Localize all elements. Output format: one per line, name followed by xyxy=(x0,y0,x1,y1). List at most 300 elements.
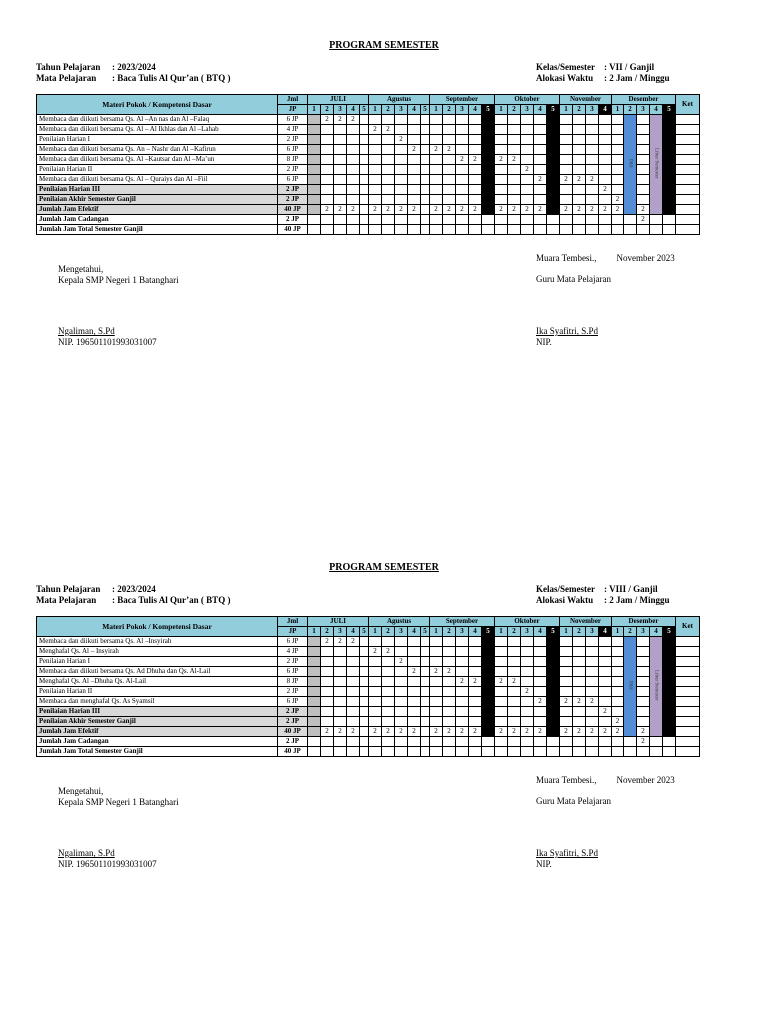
week-number: 3 xyxy=(395,627,408,637)
empty-cell xyxy=(321,125,334,135)
jp-value-cell: 2 xyxy=(382,647,395,657)
empty-cell xyxy=(347,697,360,707)
week-number: 3 xyxy=(586,627,599,637)
empty-cell xyxy=(599,195,612,205)
week-number: 1 xyxy=(495,105,508,115)
week-number: 1 xyxy=(308,627,321,637)
empty-cell xyxy=(586,687,599,697)
table-row xyxy=(37,657,700,667)
jp-value-cell: 2 xyxy=(408,145,421,155)
empty-cell xyxy=(382,135,395,145)
empty-cell xyxy=(308,667,321,677)
jp-value-cell: 2 xyxy=(334,115,347,125)
empty-cell xyxy=(508,687,521,697)
week-number: 5 xyxy=(482,627,495,637)
empty-cell xyxy=(521,637,534,647)
empty-cell xyxy=(599,637,612,647)
materi-cell: Menghafal Qs. Al – Insyirah xyxy=(37,647,278,657)
empty-cell xyxy=(637,115,650,125)
empty-cell xyxy=(495,165,508,175)
empty-cell xyxy=(456,225,469,235)
week-number: 5 xyxy=(421,105,430,115)
empty-cell xyxy=(469,195,482,205)
empty-cell xyxy=(334,657,347,667)
empty-cell xyxy=(308,165,321,175)
jp-value-cell: 2 xyxy=(369,125,382,135)
empty-cell xyxy=(382,225,395,235)
empty-cell xyxy=(360,155,369,165)
empty-cell xyxy=(360,215,369,225)
materi-cell: Menghafal Qs. Al –Dhuha Qs. Al-Lail xyxy=(37,677,278,687)
doc-title: PROGRAM SEMESTER xyxy=(329,40,439,51)
empty-cell xyxy=(637,135,650,145)
empty-cell xyxy=(395,747,408,757)
empty-cell xyxy=(421,135,430,145)
table-row xyxy=(37,205,700,215)
empty-cell xyxy=(663,637,676,647)
empty-cell xyxy=(534,677,547,687)
week-number: 2 xyxy=(382,627,395,637)
kepala-title: Kepala SMP Negeri 1 Batanghari xyxy=(58,275,179,285)
week-number: 1 xyxy=(308,105,321,115)
empty-cell xyxy=(369,637,382,647)
empty-cell xyxy=(482,657,495,667)
empty-cell xyxy=(360,115,369,125)
empty-cell xyxy=(612,647,624,657)
empty-cell xyxy=(469,225,482,235)
empty-cell xyxy=(430,175,443,185)
empty-cell xyxy=(382,115,395,125)
empty-cell xyxy=(547,667,560,677)
empty-cell xyxy=(560,135,573,145)
empty-cell xyxy=(421,215,430,225)
empty-cell xyxy=(469,175,482,185)
empty-cell xyxy=(334,647,347,657)
alokasi-value: : 2 Jam / Minggu xyxy=(604,595,670,605)
table-row xyxy=(37,115,700,125)
empty-cell xyxy=(308,135,321,145)
empty-cell xyxy=(469,717,482,727)
empty-cell xyxy=(421,637,430,647)
week-number: 1 xyxy=(369,105,382,115)
week-number: 5 xyxy=(547,105,560,115)
empty-cell xyxy=(573,215,586,225)
empty-cell xyxy=(430,637,443,647)
header-month: September xyxy=(430,617,495,627)
empty-cell xyxy=(395,737,408,747)
empty-cell xyxy=(456,215,469,225)
guru-name: Ika Syafitri, S.Pd xyxy=(536,326,598,336)
week-number: 3 xyxy=(637,105,650,115)
week-number: 1 xyxy=(430,627,443,637)
empty-cell xyxy=(360,195,369,205)
empty-cell xyxy=(547,175,560,185)
empty-cell xyxy=(321,667,334,677)
empty-cell xyxy=(430,115,443,125)
jp-cell: 2 JP xyxy=(278,687,308,697)
empty-cell xyxy=(508,647,521,657)
empty-cell xyxy=(663,687,676,697)
empty-cell xyxy=(586,215,599,225)
week-number: 2 xyxy=(443,627,456,637)
table-row xyxy=(37,125,700,135)
empty-cell xyxy=(334,707,347,717)
jp-cell: 2 JP xyxy=(278,657,308,667)
empty-cell xyxy=(612,185,624,195)
empty-cell xyxy=(369,165,382,175)
empty-cell xyxy=(495,697,508,707)
empty-cell xyxy=(612,637,624,647)
table-row xyxy=(37,637,700,647)
empty-cell xyxy=(430,125,443,135)
empty-cell xyxy=(560,165,573,175)
empty-cell xyxy=(637,717,650,727)
empty-cell xyxy=(369,195,382,205)
empty-cell xyxy=(482,195,495,205)
jp-cell: 2 JP xyxy=(278,717,308,727)
empty-cell xyxy=(321,145,334,155)
empty-cell xyxy=(395,195,408,205)
empty-cell xyxy=(495,637,508,647)
empty-cell xyxy=(482,205,495,215)
empty-cell xyxy=(560,737,573,747)
header-month: Agustus xyxy=(369,617,430,627)
empty-cell xyxy=(560,747,573,757)
jp-value-cell: 2 xyxy=(534,697,547,707)
info-right xyxy=(536,584,670,606)
empty-cell xyxy=(663,195,676,205)
jp-cell: 6 JP xyxy=(278,637,308,647)
empty-cell xyxy=(547,737,560,747)
empty-cell xyxy=(321,175,334,185)
week-number: 5 xyxy=(663,105,676,115)
empty-cell xyxy=(360,125,369,135)
header-jp: JP xyxy=(278,105,308,115)
empty-cell xyxy=(495,667,508,677)
week-number: 2 xyxy=(624,627,637,637)
empty-cell xyxy=(347,225,360,235)
empty-cell xyxy=(547,637,560,647)
empty-cell xyxy=(360,717,369,727)
empty-cell xyxy=(395,215,408,225)
empty-cell xyxy=(369,667,382,677)
empty-cell xyxy=(360,687,369,697)
empty-cell xyxy=(612,657,624,667)
info-left xyxy=(36,62,230,84)
jp-value-cell: 2 xyxy=(347,115,360,125)
sig-place-date xyxy=(536,253,675,264)
empty-cell xyxy=(586,145,599,155)
week-number: 1 xyxy=(369,627,382,637)
empty-cell xyxy=(586,637,599,647)
empty-cell xyxy=(360,205,369,215)
empty-cell xyxy=(347,717,360,727)
empty-cell xyxy=(395,225,408,235)
empty-cell xyxy=(508,737,521,747)
week-number: 4 xyxy=(469,627,482,637)
kepala-title: Kepala SMP Negeri 1 Batanghari xyxy=(58,797,179,807)
empty-cell xyxy=(586,667,599,677)
empty-cell xyxy=(482,707,495,717)
empty-cell xyxy=(482,687,495,697)
empty-cell xyxy=(612,135,624,145)
empty-cell xyxy=(663,185,676,195)
empty-cell xyxy=(469,697,482,707)
empty-cell xyxy=(586,707,599,717)
empty-cell xyxy=(508,185,521,195)
empty-cell xyxy=(547,205,560,215)
empty-cell xyxy=(637,667,650,677)
ket-cell xyxy=(676,155,700,165)
week-number: 3 xyxy=(521,627,534,637)
empty-cell xyxy=(443,165,456,175)
empty-cell xyxy=(624,737,637,747)
empty-cell xyxy=(521,215,534,225)
empty-cell xyxy=(534,165,547,175)
empty-cell xyxy=(547,717,560,727)
jp-value-cell: 2 xyxy=(347,205,360,215)
empty-cell xyxy=(508,115,521,125)
jp-cell: 40 JP xyxy=(278,747,308,757)
sig-right-name xyxy=(536,326,598,348)
empty-cell xyxy=(308,205,321,215)
empty-cell xyxy=(586,185,599,195)
empty-cell xyxy=(637,747,650,757)
materi-cell: Penilaian Harian I xyxy=(37,657,278,667)
empty-cell xyxy=(521,115,534,125)
empty-cell xyxy=(421,125,430,135)
empty-cell xyxy=(534,125,547,135)
empty-cell xyxy=(421,657,430,667)
empty-cell xyxy=(430,195,443,205)
jp-value-cell: 2 xyxy=(495,205,508,215)
empty-cell xyxy=(534,195,547,205)
holiday-block-pas: PAS xyxy=(624,115,637,215)
empty-cell xyxy=(443,225,456,235)
empty-cell xyxy=(521,707,534,717)
jp-cell: 2 JP xyxy=(278,185,308,195)
empty-cell xyxy=(508,195,521,205)
empty-cell xyxy=(573,747,586,757)
ket-cell xyxy=(676,677,700,687)
empty-cell xyxy=(624,225,637,235)
empty-cell xyxy=(430,135,443,145)
empty-cell xyxy=(469,747,482,757)
empty-cell xyxy=(456,717,469,727)
empty-cell xyxy=(360,727,369,737)
materi-cell: Jumlah Jam Cadangan xyxy=(37,737,278,747)
empty-cell xyxy=(637,125,650,135)
empty-cell xyxy=(408,657,421,667)
jp-value-cell: 2 xyxy=(612,205,624,215)
empty-cell xyxy=(469,135,482,145)
empty-cell xyxy=(663,145,676,155)
empty-cell xyxy=(347,737,360,747)
jp-value-cell: 2 xyxy=(637,737,650,747)
empty-cell xyxy=(421,185,430,195)
empty-cell xyxy=(308,637,321,647)
ket-cell xyxy=(676,697,700,707)
materi-cell: Penilaian Harian I xyxy=(37,135,278,145)
empty-cell xyxy=(637,677,650,687)
ket-cell xyxy=(676,185,700,195)
empty-cell xyxy=(421,717,430,727)
guru-nip: NIP. xyxy=(536,859,552,869)
empty-cell xyxy=(547,647,560,657)
sig-left-header xyxy=(58,786,179,808)
table-row xyxy=(37,165,700,175)
empty-cell xyxy=(347,145,360,155)
empty-cell xyxy=(421,155,430,165)
sig-place-date xyxy=(536,775,675,786)
empty-cell xyxy=(521,155,534,165)
header-materi: Materi Pokok / Kompetensi Dasar xyxy=(37,95,278,115)
empty-cell xyxy=(650,225,663,235)
materi-cell: Membaca dan diikuti bersama Qs. Al –Insyirah xyxy=(37,637,278,647)
empty-cell xyxy=(347,707,360,717)
empty-cell xyxy=(663,657,676,667)
jp-value-cell: 2 xyxy=(560,697,573,707)
empty-cell xyxy=(663,697,676,707)
table-row xyxy=(37,677,700,687)
jp-cell: 8 JP xyxy=(278,677,308,687)
empty-cell xyxy=(443,707,456,717)
materi-cell: Membaca dan diikuti bersama Qs. Al – Quraiys dan Al –Fiil xyxy=(37,175,278,185)
kelas-label: Kelas/Semester xyxy=(536,62,595,72)
empty-cell xyxy=(360,647,369,657)
ket-cell xyxy=(676,175,700,185)
empty-cell xyxy=(421,205,430,215)
empty-cell xyxy=(321,697,334,707)
empty-cell xyxy=(547,697,560,707)
empty-cell xyxy=(482,125,495,135)
holiday-block-libur: Libur Semester xyxy=(650,637,663,737)
empty-cell xyxy=(508,225,521,235)
ket-cell xyxy=(676,125,700,135)
empty-cell xyxy=(534,225,547,235)
empty-cell xyxy=(321,155,334,165)
empty-cell xyxy=(560,225,573,235)
mapel-value: : Baca Tulis Al Qur’an ( BTQ ) xyxy=(112,73,231,83)
materi-cell: Penilaian Akhir Semester Ganjil xyxy=(37,195,278,205)
empty-cell xyxy=(443,135,456,145)
info-right xyxy=(536,62,670,84)
empty-cell xyxy=(421,677,430,687)
empty-cell xyxy=(663,175,676,185)
empty-cell xyxy=(547,135,560,145)
empty-cell xyxy=(599,115,612,125)
empty-cell xyxy=(308,737,321,747)
jp-value-cell: 2 xyxy=(599,205,612,215)
empty-cell xyxy=(408,647,421,657)
materi-cell: Jumlah Jam Efektif xyxy=(37,727,278,737)
schedule-table xyxy=(36,616,700,757)
jp-value-cell: 2 xyxy=(408,667,421,677)
jp-cell: 2 JP xyxy=(278,165,308,175)
jp-cell: 6 JP xyxy=(278,145,308,155)
empty-cell xyxy=(308,115,321,125)
empty-cell xyxy=(573,647,586,657)
empty-cell xyxy=(443,647,456,657)
jp-value-cell: 2 xyxy=(347,727,360,737)
empty-cell xyxy=(334,145,347,155)
empty-cell xyxy=(469,687,482,697)
empty-cell xyxy=(308,225,321,235)
empty-cell xyxy=(334,687,347,697)
empty-cell xyxy=(308,727,321,737)
week-number: 5 xyxy=(360,105,369,115)
program-semester-doc xyxy=(0,522,768,1023)
jp-cell: 8 JP xyxy=(278,155,308,165)
empty-cell xyxy=(560,647,573,657)
empty-cell xyxy=(482,165,495,175)
table-row xyxy=(37,727,700,737)
week-number: 2 xyxy=(624,105,637,115)
empty-cell xyxy=(456,637,469,647)
empty-cell xyxy=(599,747,612,757)
materi-cell: Membaca dan diikuti bersama Qs. Al –Kautsar dan Al –Ma’un xyxy=(37,155,278,165)
empty-cell xyxy=(321,687,334,697)
empty-cell xyxy=(586,165,599,175)
empty-cell xyxy=(321,747,334,757)
jp-value-cell: 2 xyxy=(495,155,508,165)
empty-cell xyxy=(369,175,382,185)
empty-cell xyxy=(534,145,547,155)
empty-cell xyxy=(599,697,612,707)
empty-cell xyxy=(382,687,395,697)
jp-value-cell: 2 xyxy=(521,687,534,697)
empty-cell xyxy=(408,687,421,697)
empty-cell xyxy=(443,697,456,707)
table-row xyxy=(37,667,700,677)
week-number: 3 xyxy=(456,105,469,115)
jp-value-cell: 2 xyxy=(599,185,612,195)
empty-cell xyxy=(347,195,360,205)
empty-cell xyxy=(599,175,612,185)
empty-cell xyxy=(508,165,521,175)
empty-cell xyxy=(334,225,347,235)
empty-cell xyxy=(421,747,430,757)
empty-cell xyxy=(521,195,534,205)
sig-date: November 2023 xyxy=(616,253,675,263)
empty-cell xyxy=(547,195,560,205)
mengetahui: Mengetahui, xyxy=(58,264,104,274)
empty-cell xyxy=(586,125,599,135)
empty-cell xyxy=(334,165,347,175)
sig-place: Muara Tembesi., xyxy=(536,253,597,263)
empty-cell xyxy=(482,727,495,737)
header-month: Oktober xyxy=(495,95,560,105)
mapel-label: Mata Pelajaran xyxy=(36,73,97,83)
empty-cell xyxy=(612,225,624,235)
empty-cell xyxy=(560,687,573,697)
jp-value-cell: 2 xyxy=(334,205,347,215)
empty-cell xyxy=(334,737,347,747)
jp-value-cell: 2 xyxy=(430,727,443,737)
materi-cell: Penilaian Harian II xyxy=(37,687,278,697)
empty-cell xyxy=(663,677,676,687)
jp-cell: 6 JP xyxy=(278,667,308,677)
empty-cell xyxy=(443,175,456,185)
table-row xyxy=(37,155,700,165)
empty-cell xyxy=(495,175,508,185)
empty-cell xyxy=(573,145,586,155)
empty-cell xyxy=(573,165,586,175)
table-row xyxy=(37,215,700,225)
empty-cell xyxy=(521,717,534,727)
empty-cell xyxy=(508,697,521,707)
kepala-name: Ngaliman, S.Pd xyxy=(58,848,115,858)
